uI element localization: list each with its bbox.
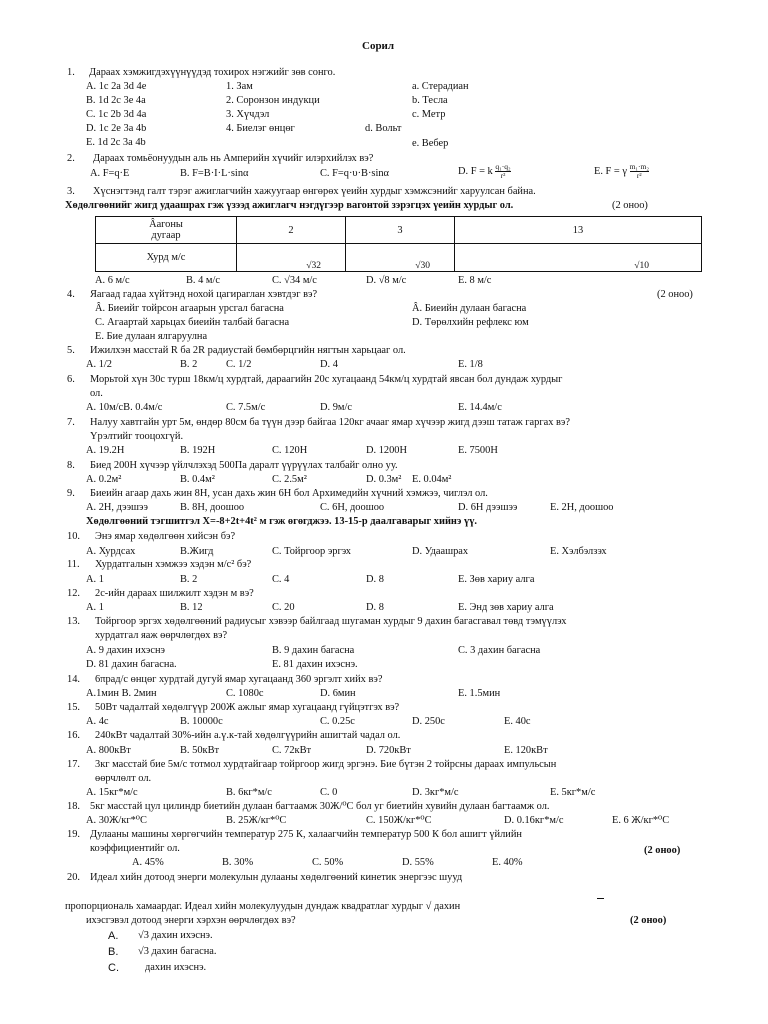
answer-option: E. 6 Ж/кг*⁰С (612, 815, 670, 826)
question-number: 3. (67, 186, 75, 197)
question-number: 12. (67, 588, 80, 599)
table-cell: 2 (237, 217, 346, 244)
answer-option: D. 8 (366, 574, 384, 585)
question-number: 20. (67, 872, 80, 883)
answer-option: B. 9 дахин багасна (272, 645, 355, 656)
answer-option: B. 25Ж/кг*⁰С (226, 815, 287, 826)
answer-option: C. 1080с (226, 688, 264, 699)
answer-option: C. 0 (320, 787, 338, 798)
answer-option: E. Энд зөв хариу алга (458, 602, 554, 613)
match-item: a. Стерадиан (412, 81, 469, 92)
answer-option: Â. Биеийн дулаан багасна (412, 303, 527, 314)
answer-option: √3 дахин ихэснэ. (138, 930, 213, 941)
answer-option: E. Бие дулаан ялгаруулна (95, 331, 208, 342)
answer-option: D. 6мин (320, 688, 356, 699)
question-text: Хурдатгалын хэмжээ хэдэн м/с² бэ? (95, 559, 252, 570)
answer-option: A. 6 м/с (95, 275, 130, 286)
answer-option: B. 1d 2c 3e 4a (86, 95, 146, 106)
answer-option: E. Хэлбэлзэх (550, 546, 607, 557)
answer-letter: B. (108, 946, 119, 958)
question-text: ол. (90, 388, 103, 399)
points-label: (2 оноо) (612, 200, 648, 211)
question-number: 18. (67, 801, 80, 812)
answer-option: B. F=B·I·L·sinα (180, 168, 249, 179)
answer-option: A. 9 дахин ихэснэ (86, 645, 166, 656)
match-item: 1. Зам (226, 81, 253, 92)
answer-option: B. 2 (180, 359, 198, 370)
numerator: q₁·q₂ (495, 162, 511, 171)
answer-option: B. 192H (180, 445, 216, 456)
answer-option: C. Тойргоор эргэх (272, 546, 351, 557)
numerator: m₁·m₂ (629, 162, 649, 171)
answer-option: A. 1c 2a 3d 4e (86, 81, 147, 92)
answer-option: B. 30% (222, 857, 254, 868)
question-text: Үрэлтийг тооцохгүй. (90, 431, 184, 442)
answer-option: D. 1200H (366, 445, 407, 456)
answer-option: E. 1.5мин (458, 688, 501, 699)
answer-letter: C. (108, 962, 119, 974)
answer-option: B. 10000с (180, 716, 223, 727)
table-cell: 13 (455, 217, 702, 244)
answer-option: D. Удаашрах (412, 546, 469, 557)
speed-table (95, 216, 702, 272)
answer-option: A. 15кг*м/с (86, 787, 138, 798)
question-number: 5. (67, 345, 75, 356)
answer-option: C. 3 дахин багасна (458, 645, 541, 656)
answer-option: C. 4 (272, 574, 290, 585)
denominator: r² (500, 171, 506, 180)
points-label: (2 оноо) (657, 289, 693, 300)
answer-option: C. 72кВт (272, 745, 312, 756)
match-item: 2. Соронзон индукци (226, 95, 320, 106)
question-text: 2с-ийн дараах шилжилт хэдэн м вэ? (95, 588, 254, 599)
answer-option: C. 120H (272, 445, 308, 456)
question-text: 3кг масстай бие 5м/с тотмол хурдтайгаар тойргоор жигд эргэнэ. Бие бүтэн 2 тойрсны дараах импульсын (95, 759, 557, 770)
answer-option: E. 5кг*м/с (550, 787, 596, 798)
question-number: 6. (67, 374, 75, 385)
answer-option: D. 1c 2e 3a 4b (86, 123, 147, 134)
answer-option: E. 1/8 (458, 359, 483, 370)
question-text: Хүснэгтэнд галт тэрэг ажиглагчийн хажуугаар өнгөрөх үеийн хурдыг хэмжсэнийг харуулсан байна. (93, 186, 536, 197)
answer-option: D. 4 (320, 359, 338, 370)
question-number: 8. (67, 460, 75, 471)
answer-option: E. 2Н, доошоо (550, 502, 614, 513)
question-text: Биед 200Н хүчээр үйлчлэхэд 500Па даралт үүрүүлах талбайг олно уу. (90, 460, 398, 471)
match-item: b. Тесла (412, 95, 448, 106)
section-header: Хөдөлгөөний тэгшитгэл X=-8+2t+4t² м гэж өгөгджээ. 13-15-р даалгаварыг хийнэ үү. (86, 516, 477, 527)
question-text: Дараах хэмжигдэхүүнүүдэд тохирох нэгжийг зөв сонго. (89, 67, 336, 78)
answer-option: A. 2Н, дээшээ (86, 502, 148, 513)
answer-option: A. 10м/сB. 0.4м/с (86, 402, 163, 413)
answer-option: A. 45% (132, 857, 164, 868)
answer-option (458, 163, 511, 180)
question-text: Дараах томьёонуудын аль нь Амперийн хүчийг илэрхийлэх вэ? (93, 153, 374, 164)
question-text: ихэсгэвэл дотоод энерги хэрхэн өөрчлөгдөх вэ? (86, 915, 296, 926)
formula-fraction (495, 163, 510, 180)
answer-option: E. 81 дахин ихэснэ. (272, 659, 358, 670)
points-label: (2 оноо) (644, 845, 681, 856)
question-number: 9. (67, 488, 75, 499)
answer-option: E. 120кВт (504, 745, 548, 756)
denominator: r² (636, 171, 642, 180)
answer-option: A.1мин B. 2мин (86, 688, 157, 699)
answer-option: C. 50% (312, 857, 344, 868)
answer-option: B. 6кг*м/с (226, 787, 272, 798)
question-text: пропорциональ хамаардаг. Идеал хийн молекулуудын дундаж квадратлаг хурдыг √ дахин (65, 901, 461, 912)
answer-option (594, 163, 649, 180)
answer-option: D. 6Н дээшээ (458, 502, 518, 513)
answer-option: E. 40с (504, 716, 531, 727)
question-number: 7. (67, 417, 75, 428)
answer-option: A. 800кВт (86, 745, 131, 756)
answer-option: B. 0.4м² (180, 474, 215, 485)
question-text: өөрчлөлт ол. (95, 773, 152, 784)
answer-option: D. Төрөлхийн рефлекс юм (412, 317, 529, 328)
question-text: 6πрад/с өнцөг хурдтай дугуй ямар хугацаанд 360 эргэлт хийх вэ? (95, 674, 383, 685)
question-number: 13. (67, 616, 80, 627)
question-number: 4. (67, 289, 75, 300)
answer-option: C. 2.5м² (272, 474, 307, 485)
answer-option: E. 14.4м/с (458, 402, 502, 413)
question-text: Тойргоор эргэх хөдөлгөөний радиусыг хэвээр байлгаад шугаман хурдыг 9 дахин багасгавал төвд тэмүүлэх (95, 616, 567, 627)
question-number: 17. (67, 759, 80, 770)
answer-option: C. √34 м/с (272, 275, 317, 286)
answer-option: D. 720кВт (366, 745, 411, 756)
answer-option: D. 250с (412, 716, 445, 727)
answer-option: A. 4с (86, 716, 109, 727)
answer-option: A. 1 (86, 574, 104, 585)
answer-option: E. 40% (492, 857, 523, 868)
question-text: Морьтой хүн 30с турш 18км/ц хурдтай, дараагийн 20с хугацаанд 54км/ц хурдтай явсан бол дундаж хурдыг (90, 374, 563, 385)
answer-option: B. 4 м/с (186, 275, 220, 286)
answer-option: E. 8 м/с (458, 275, 492, 286)
answer-option: D. 8 (366, 602, 384, 613)
question-text: Ижилхэн масстай R ба 2R радиустай бөмбөрцгийн нягтын харьцааг ол. (90, 345, 406, 356)
question-number: 2. (67, 153, 75, 164)
answer-option: A. 19.2H (86, 445, 125, 456)
answer-option: D. 3кг*м/с (412, 787, 459, 798)
table-cell: √10 (455, 244, 702, 272)
answer-option: C. 1c 2b 3d 4a (86, 109, 147, 120)
formula-prefix: D. F = k (458, 165, 493, 177)
table-header: Âагоны дугаар (96, 217, 237, 244)
formula-prefix: E. F = γ (594, 165, 627, 177)
answer-option: C. 150Ж/кг*⁰С (366, 815, 432, 826)
question-text: 5кг масстай цул цилиндр биетийн дулаан багтаамж 30Ж/⁰С бол уг биетийн хувийн дулаан багтаамж ол. (90, 801, 550, 812)
answer-option: A. 1 (86, 602, 104, 613)
points-label: (2 оноо) (630, 915, 667, 926)
answer-option: C. F=q·υ·B·sinα (320, 168, 389, 179)
answer-option: E. 1d 2c 3a 4b (86, 137, 146, 148)
formula-fraction (630, 163, 649, 180)
table-cell: √30 (346, 244, 455, 272)
answer-option: C. 7.5м/с (226, 402, 266, 413)
question-text: коэффициентийг ол. (90, 843, 180, 854)
answer-option: A. 0.2м² (86, 474, 122, 485)
answer-option: E. 0.04м² (412, 474, 452, 485)
question-number: 10. (67, 531, 80, 542)
match-item: e. Вебер (412, 138, 449, 149)
match-item: 3. Хүчдэл (226, 109, 270, 120)
overbar-mark (597, 898, 604, 899)
answer-option: A. Хурдсах (86, 546, 136, 557)
answer-option: B. 50кВт (180, 745, 220, 756)
question-text: Яагаад гадаа хүйтэнд нохой цагираглан хэвтдэг вэ? (90, 289, 318, 300)
answer-option: E. Зөв хариу алга (458, 574, 535, 585)
question-text: Налуу хавтгайн урт 5м, өндөр 80см ба түүн дээр байгаа 120кг ачааг ямар хүчээр жигд дээш татаж гаргах вэ? (90, 417, 571, 428)
question-text: Хөдөлгөөнийг жигд удаашрах гэж үзээд ажиглагч нэгдүгээр вагонтой зэрэгцэх үеийн хурдыг ол. (65, 200, 514, 211)
question-text: Энэ ямар хөдөлгөөн хийсэн бэ? (95, 531, 236, 542)
answer-option: A. 30Ж/кг*⁰С (86, 815, 147, 826)
question-number: 11. (67, 559, 80, 570)
question-number: 15. (67, 702, 80, 713)
answer-option: √3 дахин багасна. (138, 946, 217, 957)
answer-option: C. Агаартай харьцах биеийн талбай багасна (95, 317, 290, 328)
answer-option: D. 0.16кг*м/с (504, 815, 564, 826)
match-item: c. Метр (412, 109, 446, 120)
question-text: 50Вт чадалтай хөдөлгүүр 200Ж ажлыг ямар хугацаанд гүйцэтгэх вэ? (95, 702, 400, 713)
question-number: 1. (67, 67, 75, 78)
answer-option: C. 0.25с (320, 716, 355, 727)
answer-option: A. F=q·E (90, 168, 130, 179)
match-item: 4. Биелэг өнцөг (226, 123, 295, 134)
answer-option: дахин ихэснэ. (145, 962, 207, 973)
question-number: 14. (67, 674, 80, 685)
answer-option: D. 81 дахин багасна. (86, 659, 177, 670)
answer-letter: A. (108, 930, 119, 942)
match-item: d. Вольт (365, 123, 402, 134)
answer-option: C. 1/2 (226, 359, 252, 370)
answer-option: B. 8Н, доошоо (180, 502, 245, 513)
answer-option: Â. Биеийг тойрсон агаарын урсгал багасна (95, 303, 284, 314)
answer-option: B. 2 (180, 574, 198, 585)
table-cell: √32 (237, 244, 346, 272)
question-number: 16. (67, 730, 80, 741)
question-text: 240кВт чадалтай 30%-ийн а.ү.к-тай хөдөлгүүрийн ашигтай чадал ол. (95, 730, 401, 741)
question-text: хурдатгал яаж өөрчлөгдөх вэ? (95, 630, 228, 641)
question-number: 19. (67, 829, 80, 840)
question-text: Дулааны машины хөргөгчийн температур 275 К, халаагчийн температур 500 К бол ашигт үйлийн (90, 829, 522, 840)
answer-option: D. √8 м/с (366, 275, 407, 286)
answer-option: D. 9м/с (320, 402, 352, 413)
table-cell: 3 (346, 217, 455, 244)
table-header: Хурд м/с (96, 244, 237, 272)
answer-option: C. 20 (272, 602, 295, 613)
answer-option: E. 7500H (458, 445, 498, 456)
question-text: Биеийн агаар дахь жин 8Н, усан дахь жин 6Н бол Архимедийн хүчний хэмжээ, чиглэл ол. (90, 488, 488, 499)
question-text: Идеал хийн дотоод энерги молекулын дулааны хөдөлгөөний кинетик энергээс шууд (90, 872, 463, 883)
answer-option: D. 0.3м² (366, 474, 402, 485)
answer-option: C. 6Н, доошоо (320, 502, 385, 513)
answer-option: A. 1/2 (86, 359, 112, 370)
page-title: Сорил (362, 40, 395, 52)
answer-option: D. 55% (402, 857, 434, 868)
answer-option: B.Жигд (180, 546, 214, 557)
answer-option: B. 12 (180, 602, 203, 613)
